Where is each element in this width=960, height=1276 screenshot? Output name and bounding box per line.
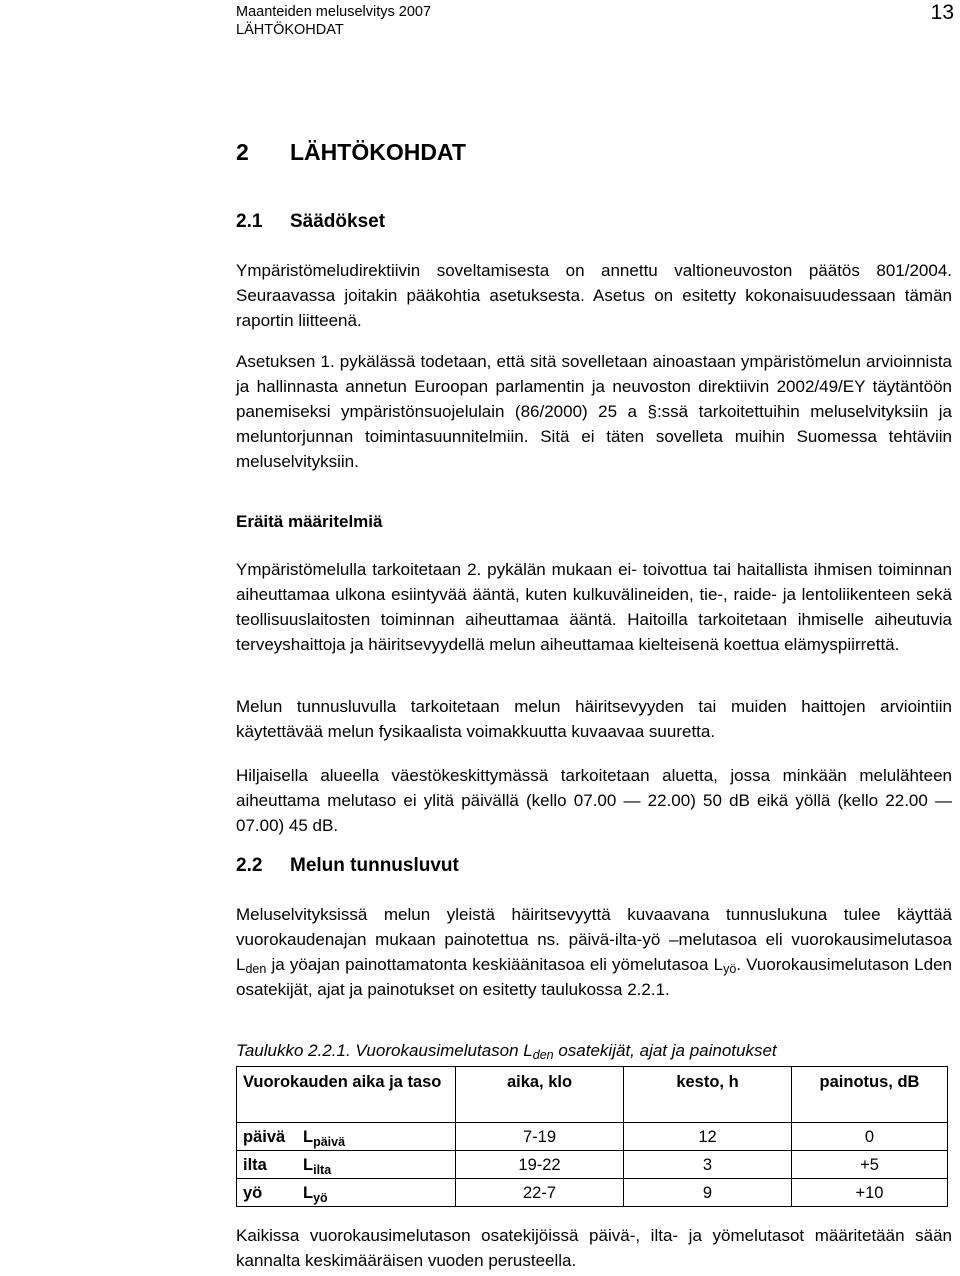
weight-cell: +5	[792, 1151, 948, 1179]
table-row	[237, 1123, 948, 1151]
duration-cell: 3	[624, 1151, 792, 1179]
section-title: LÄHTÖKOHDAT	[290, 139, 466, 165]
paragraph-decision: Ympäristömeludirektiivin soveltamisesta on annettu valtioneuvoston päätös 801/2004. Seuraavassa joitakin pääkohtia asetuksesta. Asetus on esitetty kokonaisuudessaan tämän raportin liitteenä.	[236, 261, 952, 330]
duration-cell: 9	[624, 1179, 792, 1207]
section-2-2-heading	[236, 853, 952, 879]
paragraph-scope: Asetuksen 1. pykälässä todetaan, että sitä sovelletaan ainoastaan ympäristömelun arvioinnista ja hallinnasta annetun Euroopan parlamentin ja neuvoston direktiivin 2002/49/EY täytäntöön panemiseksi ympäristönsuojelulain (86/2000) 25 a §:ssä tarkoitettuihin meluselvityksiin ja meluntorjunnan toimintasuunnitelmiin. Sitä ei täten sovelleta muihin Suomessa tehtäviin meluselvityksiin.	[236, 352, 952, 471]
page-number: 13	[930, 1, 954, 24]
weight-cell: +10	[792, 1179, 948, 1207]
period-cell: päivä $L_{päivä}$	[237, 1123, 456, 1151]
column-header-time: aika, klo	[456, 1067, 624, 1123]
header-document-title: Maanteiden meluselvitys 2007	[236, 4, 432, 20]
paragraph-weather-basis: Kaikissa vuorokausimelutason osatekijöissä päivä-, ilta- ja yömelutasot määritetään sään kannalta keskimääräisen vuoden perusteella.	[236, 1226, 952, 1270]
time-cell: 22-7	[456, 1179, 624, 1207]
subheading-definitions: Eräitä määritelmiä	[236, 512, 383, 531]
duration-cell: 12	[624, 1123, 792, 1151]
header-chapter-title: LÄHTÖKOHDAT	[236, 22, 344, 38]
table-caption: Taulukko 2.2.1. Vuorokausimelutason $L_{den}$ osatekijät, ajat ja painotukset	[236, 1041, 777, 1062]
column-header-duration: kesto, h	[624, 1067, 792, 1123]
table-row	[237, 1179, 948, 1207]
section-title: Melun tunnusluvut	[290, 855, 459, 876]
paragraph-quiet-area: Hiljaisella alueella väestökeskittymässä tarkoitetaan aluetta, jossa minkään melulähteen aiheuttama melutaso ei ylitä päivällä (kello 07.00 — 22.00) 50 dB eikä yöllä (kello 22.00 — 07.00) 45 dB.	[236, 766, 952, 835]
time-cell: 19-22	[456, 1151, 624, 1179]
lden-components-table	[236, 1066, 948, 1207]
section-number: 2	[236, 139, 249, 165]
section-2-1-heading	[236, 209, 952, 235]
section-2-heading	[236, 137, 952, 167]
section-number: 2.2	[236, 855, 263, 876]
period-cell: yö $L_{yö}$	[237, 1179, 456, 1207]
column-header-weighting: painotus, dB	[792, 1067, 948, 1123]
column-header-period: Vuorokauden aika ja taso	[237, 1067, 456, 1123]
paragraph-environmental-noise: Ympäristömelulla tarkoitetaan 2. pykälän mukaan ei- toivottua tai haitallista ihmisen toiminnan aiheuttamaa ulkona esiintyvää ääntä, kuten kulkuvälineiden, tie-, raide- ja lentoliikenteen sekä teollisuuslaitosten toiminnan aiheuttamaa ääntä. Haitoilla tarkoitetaan ihmiselle aiheutuvia terveyshaittoja ja häiritsevyydellä melun aiheuttamaa kielteisenä koettua elämyspiirrettä.	[236, 560, 952, 654]
paragraph-indicators: Meluselvityksissä melun yleistä häiritsevyyttä kuvaavana tunnuslukuna tulee käyttää vuorokaudenajan mukaan painotettua ns. päivä-ilta-yö –melutasoa eli vuorokausimelutasoa $L_{den}$ ja yöajan painottamatonta keskiäänitasoa eli yömelutasoa $L_{yö}$. Vuorokausimelutason Lden osatekijät, ajat ja painotukset on esitetty taulukossa 2.2.1.	[236, 905, 952, 999]
paragraph-noise-indicator: Melun tunnusluvulla tarkoitetaan melun häiritsevyyden tai muiden haittojen arviointiin käytettävää melun fysikaalista voimakkuutta kuvaavaa suuretta.	[236, 697, 952, 741]
time-cell: 7-19	[456, 1123, 624, 1151]
section-title: Säädökset	[290, 211, 386, 232]
table-header-row	[237, 1067, 948, 1123]
table-row	[237, 1151, 948, 1179]
section-number: 2.1	[236, 211, 263, 232]
period-cell: ilta $L_{ilta}$	[237, 1151, 456, 1179]
weight-cell: 0	[792, 1123, 948, 1151]
